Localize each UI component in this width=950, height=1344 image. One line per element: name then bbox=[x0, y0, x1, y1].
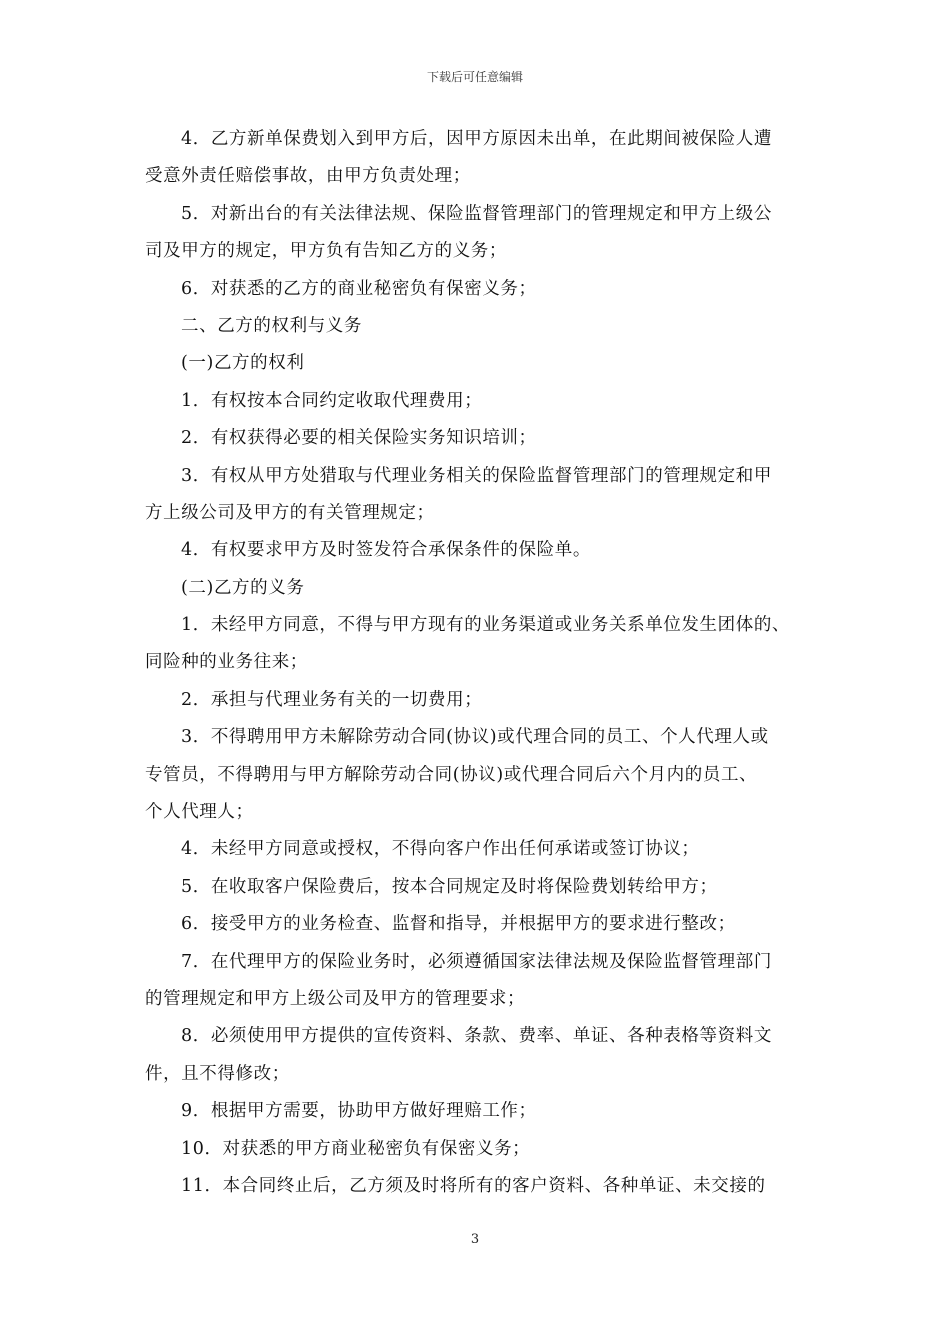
clause-line: 同险种的业务往来； bbox=[145, 652, 308, 673]
clause-line: 方上级公司及甲方的有关管理规定； bbox=[145, 502, 435, 523]
clause-line: 2．承担与代理业务有关的一切费用； bbox=[181, 689, 483, 710]
page-header: 下载后可任意编辑 bbox=[426, 70, 523, 84]
clause-line: 专管员，不得聘用与甲方解除劳动合同(协议)或代理合同后六个月内的员工、 bbox=[145, 764, 758, 785]
clause-line: 司及甲方的规定，甲方负有告知乙方的义务； bbox=[145, 241, 507, 262]
page-number: 3 bbox=[470, 1232, 480, 1247]
section-heading: 二、乙方的权利与义务 bbox=[181, 315, 362, 336]
clause-line: 8．必须使用甲方提供的宣传资料、条款、费率、单证、各种表格等资料文 bbox=[181, 1026, 772, 1047]
subsection-heading: (二)乙方的义务 bbox=[181, 577, 305, 598]
clause-line: 3．有权从甲方处猎取与代理业务相关的保险监督管理部门的管理规定和甲 bbox=[181, 465, 772, 486]
clause-line: 1．有权按本合同约定收取代理费用； bbox=[181, 390, 483, 411]
clause-line: 9．根据甲方需要，协助甲方做好理赔工作； bbox=[181, 1101, 537, 1122]
clause-line: 的管理规定和甲方上级公司及甲方的管理要求； bbox=[145, 988, 526, 1009]
clause-line: 件，且不得修改； bbox=[145, 1063, 290, 1084]
clause-line: 4．有权要求甲方及时签发符合承保条件的保险单。 bbox=[181, 540, 591, 561]
clause-line: 6．对获悉的乙方的商业秘密负有保密义务； bbox=[181, 278, 537, 299]
clause-line: 5．对新出台的有关法律法规、保险监督管理部门的管理规定和甲方上级公 bbox=[181, 203, 772, 224]
clause-line: 4．乙方新单保费划入到甲方后，因甲方原因未出单，在此期间被保险人遭 bbox=[181, 129, 772, 149]
clause-line: 3．不得聘用甲方未解除劳动合同(协议)或代理合同的员工、个人代理人或 bbox=[181, 727, 769, 748]
clause-line: 11．本合同终止后，乙方须及时将所有的客户资料、各种单证、未交接的 bbox=[181, 1175, 766, 1196]
clause-line: 1．未经甲方同意，不得与甲方现有的业务渠道或业务关系单位发生团体的、 bbox=[181, 615, 791, 636]
clause-line: 受意外责任赔偿事故，由甲方负责处理； bbox=[145, 166, 471, 187]
clause-line: 个人代理人； bbox=[145, 802, 254, 823]
clause-line: 10．对获悉的甲方商业秘密负有保密义务； bbox=[181, 1138, 531, 1159]
subsection-heading: (一)乙方的权利 bbox=[181, 353, 305, 374]
clause-line: 6．接受甲方的业务检查、监督和指导，并根据甲方的要求进行整改； bbox=[181, 914, 736, 935]
clause-line: 2．有权获得必要的相关保险实务知识培训； bbox=[181, 428, 537, 449]
document-body bbox=[145, 124, 815, 1208]
clause-line: 7．在代理甲方的保险业务时，必须遵循国家法律法规及保险监督管理部门 bbox=[181, 951, 772, 972]
clause-line: 4．未经甲方同意或授权，不得向客户作出任何承诺或签订协议； bbox=[181, 839, 700, 860]
clause-line: 5．在收取客户保险费后，按本合同规定及时将保险费划转给甲方； bbox=[181, 876, 718, 897]
